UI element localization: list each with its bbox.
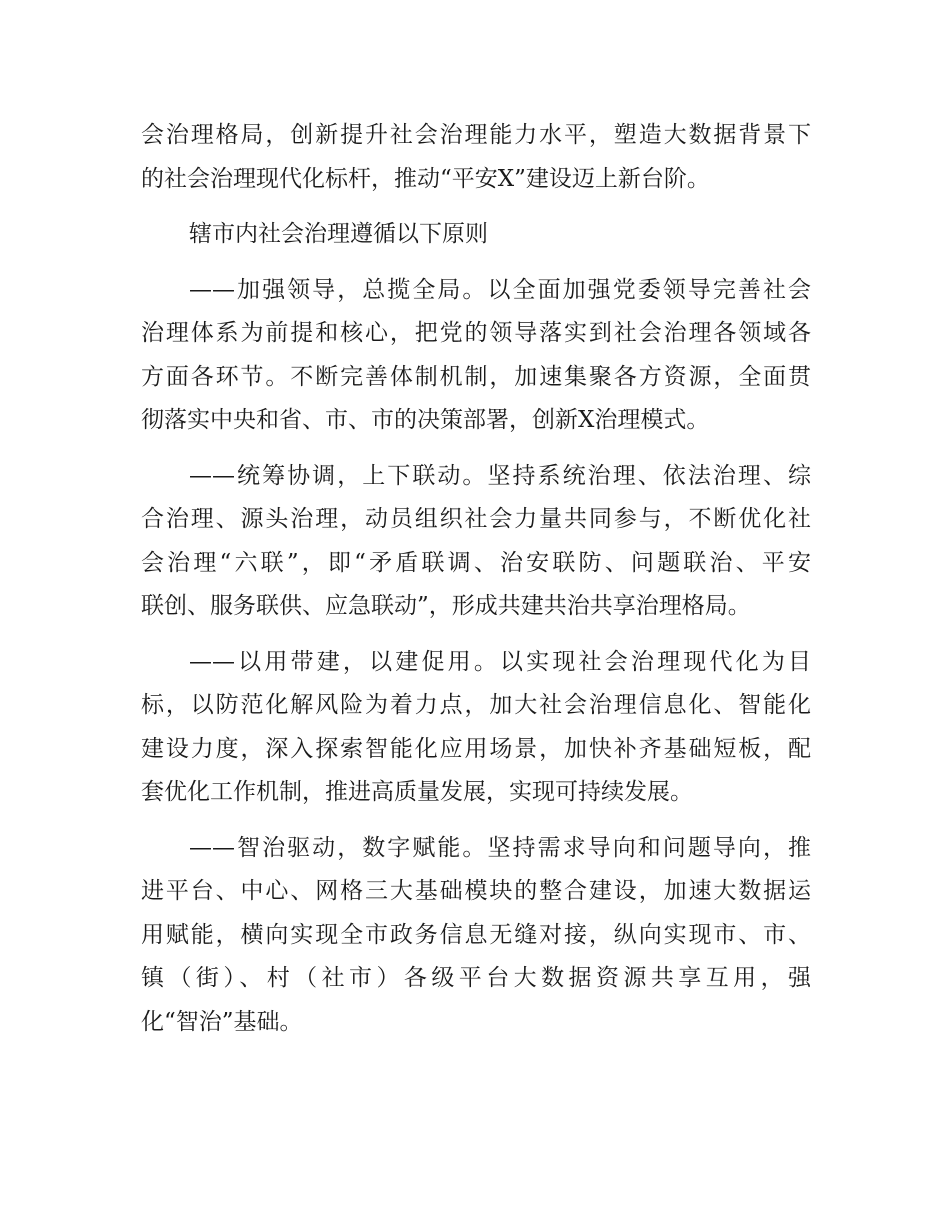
paragraph-line: 建设力度，深入探索智能化应用场景，加快补齐基础短板，配	[141, 735, 811, 762]
paragraph-line: 进平台、中心、网格三大基础模块的整合建设，加速大数据运	[141, 878, 811, 904]
principle-heading-line: ——统筹协调，上下联动。坚持系统治理、依法治理、综	[189, 462, 811, 489]
paragraph-line: 会治理“六联”，即“矛盾联调、治安联防、问题联治、平安	[141, 549, 811, 576]
paragraph-line: 标，以防范化解风险为着力点，加大社会治理信息化、智能化	[141, 692, 811, 718]
paragraph-line: 合治理、源头治理，动员组织社会力量共同参与，不断优化社	[141, 506, 811, 532]
paragraph-line: 的社会治理现代化标杆，推动“平安X”建设迈上新台阶。	[141, 165, 710, 192]
paragraph-line: 套优化工作机制，推进高质量发展，实现可持续发展。	[141, 779, 693, 805]
paragraph-line: 镇（街）、村（社市）各级平台大数据资源共享互用，强	[141, 965, 811, 991]
paragraph-line: 彻落实中央和省、市、市的决策部署，创新X治理模式。	[141, 407, 710, 433]
principle-heading-line: ——加强领导，总揽全局。以全面加强党委领导完善社会	[189, 276, 811, 303]
paragraph-line: 联创、服务联供、应急联动”，形成共建共治共享治理格局。	[141, 593, 751, 619]
principle-heading-line: ——以用带建，以建促用。以实现社会治理现代化为目	[189, 648, 811, 675]
paragraph-line: 用赋能，横向实现全市政务信息无缝对接，纵向实现市、市、	[141, 921, 811, 948]
paragraph-line: 治理体系为前提和核心，把党的领导落实到社会治理各领域各	[141, 320, 811, 346]
paragraph-line: 化“智治”基础。	[141, 1008, 303, 1035]
paragraph-line: 会治理格局，创新提升社会治理能力水平，塑造大数据背景下	[141, 122, 811, 148]
section-intro-line: 辖市内社会治理遵循以下原则	[189, 221, 488, 247]
principle-heading-line: ——智治驱动，数字赋能。坚持需求导向和问题导向，推	[189, 834, 811, 861]
document-body	[141, 114, 811, 1044]
paragraph-line: 方面各环节。不断完善体制机制，加速集聚各方资源，全面贯	[141, 363, 811, 390]
